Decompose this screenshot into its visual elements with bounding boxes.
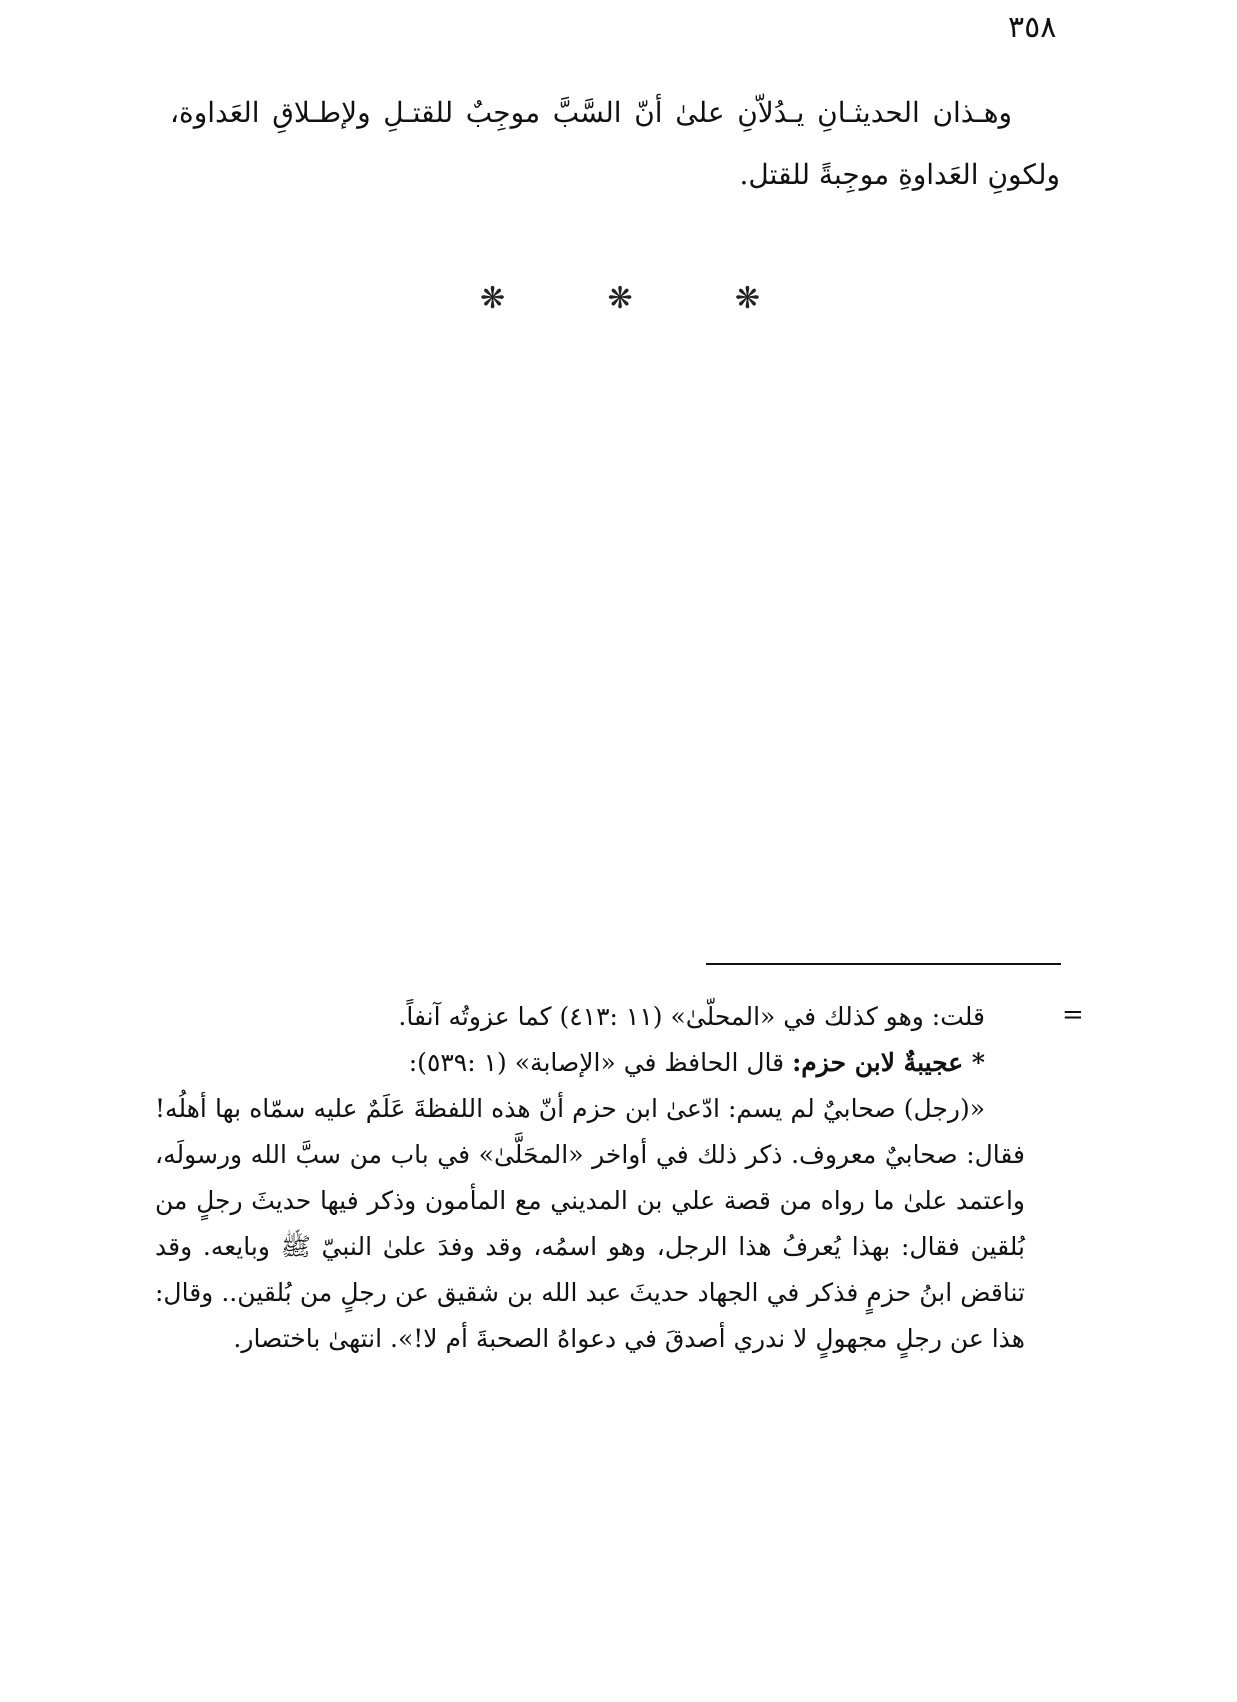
main-paragraph: وهـذان الحديثـانِ يـدُلاّنِ علىٰ أنّ السَّبَّ موجِبٌ للقتـلِ ولإطـلاقِ العَداوة، ولكونِ العَداوةِ موجِبةً للقتل. [170,96,1060,191]
page-number: ٣٥٨ [1008,10,1057,45]
footnote-heading-bold: * عجيبةٌ لابن حزم: [792,1048,985,1077]
footnote-block [155,994,1025,1362]
footnote-heading-rest: قال الحافظ في «الإصابة» (١ :٥٣٩): [408,1048,793,1077]
footnote-separator [706,963,1061,965]
section-divider [480,278,760,318]
divider-star-icon: ❋ [480,280,506,316]
footnote-line: قلت: وهو كذلك في «المحلّىٰ» (١١ :٤١٣) كما عزوتُه آنفاً. [398,1002,985,1031]
footnote-heading [155,1040,1025,1086]
divider-star-icon: ❋ [734,280,760,316]
footnote-continuation-mark: = [1062,1000,1084,1030]
divider-star-icon: ❋ [607,280,633,316]
footnote-quote-paragraph: «(رجل) صحابيٌ لم يسم: ادّعىٰ ابن حزم أنّ هذه اللفظةَ عَلَمٌ عليه سمّاه بها أهلُه! فقال: صحابيٌ معروف. ذكر ذلك في أواخر «المحَلَّىٰ» في باب من سبَّ الله ورسولَه، واعتمد علىٰ ما رواه من قصة علي بن المديني مع المأمون وذكر فيها حديثَ رجلٍ من بُلقين فقال: بهذا يُعرفُ هذا الرجل، وهو اسمُه، وقد وفدَ علىٰ النبيّ ﷺ وبايعه. وقد تناقض ابنُ حزمٍ فذكر في الجهاد حديثَ عبد الله بن شقيق عن رجلٍ من بُلقين.. وقال: هذا عن رجلٍ مجهولٍ لا ندري أصدقَ في دعواهُ الصحبةَ أم لا!». انتهىٰ باختصار. [155,1094,1025,1353]
